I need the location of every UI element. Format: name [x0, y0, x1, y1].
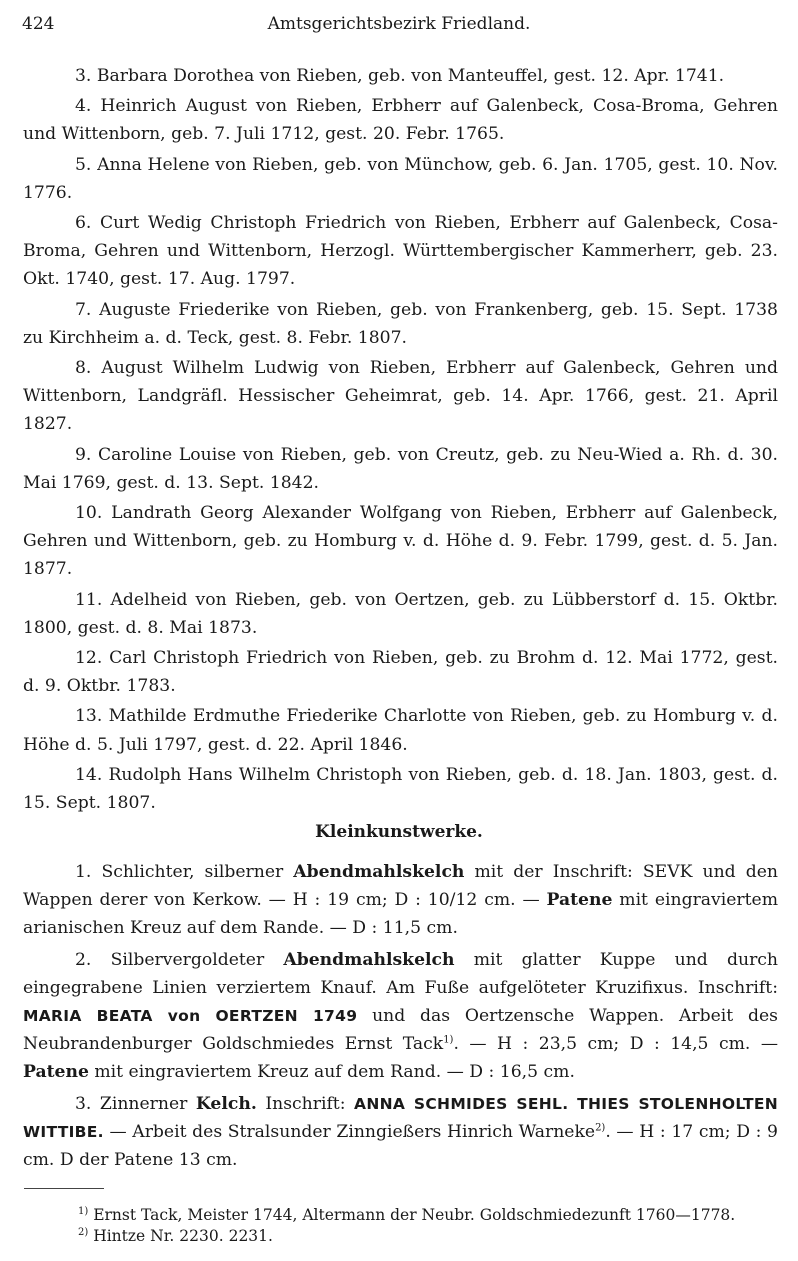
- artwork-list: [23, 858, 778, 1177]
- artwork-text: . — H : 23,5 cm; D : 14,5 cm. —: [453, 1034, 779, 1055]
- object-name: Abendmahlskelch: [293, 862, 465, 882]
- footnote-text: Ernst Tack, Meister 1744, Altermann der Neubr. Goldschmiedezunft 1760—1778.: [93, 1206, 736, 1224]
- footnotes: [78, 1205, 778, 1247]
- genealogy-entry: 11. Adelheid von Rieben, geb. von Oertzen, geb. zu Lübberstorf d. 15. Oktbr. 1800, gest. d. 8. Mai 1873.: [23, 589, 778, 638]
- artwork-text: 1. Schlichter, silberner: [75, 862, 294, 882]
- artwork-text: 2. Silbervergoldeter: [75, 949, 284, 970]
- artwork-text: mit eingraviertem Kreuz auf dem Rand. — D : 16,5 cm.: [88, 1062, 575, 1083]
- inscription-text: MARIA BEATA von OERTZEN 1749: [23, 1007, 358, 1026]
- artwork-entry: [23, 858, 778, 943]
- genealogy-entry: 5. Anna Helene von Rieben, geb. von Münchow, geb. 6. Jan. 1705, gest. 10. Nov. 1776.: [23, 154, 778, 203]
- genealogy-entry: 14. Rudolph Hans Wilhelm Christoph von Rieben, geb. d. 18. Jan. 1803, gest. d. 15. Sept. 1807.: [23, 764, 778, 814]
- genealogy-entry: 7. Auguste Friederike von Rieben, geb. von Frankenberg, geb. 15. Sept. 1738 zu Kirchheim a. d. Teck, gest. 8. Febr. 1807.: [23, 299, 778, 348]
- footnote-ref: 2): [595, 1122, 606, 1134]
- artwork-text: mit glatter Kuppe und durch eingegrabene Linien verziertem Knauf. Am Fuße aufgelöteter Kruzifixus. Inschrift:: [23, 949, 778, 998]
- genealogy-list: [23, 62, 778, 819]
- genealogy-entry: 12. Carl Christoph Friedrich von Rieben, geb. zu Brohm d. 12. Mai 1772, gest. d. 9. Oktbr. 1783.: [23, 648, 778, 697]
- artwork-entry: [23, 1090, 778, 1175]
- artwork-text: — Arbeit des Stralsunder Zinngießers Hinrich Warneke: [103, 1121, 596, 1142]
- footnote-ref: 1): [443, 1034, 454, 1046]
- genealogy-entry: 6. Curt Wedig Christoph Friedrich von Rieben, Erbherr auf Galenbeck, Cosa-Broma, Gehren und Wittenborn, Herzogl. Württembergischer Kammerherr, geb. 23. Okt. 1740, gest. 17. Aug. 1797.: [23, 213, 778, 290]
- object-name: Abendmahlskelch: [283, 949, 455, 970]
- page-number: 424: [22, 14, 55, 34]
- running-title: Amtsgerichtsbezirk Friedland.: [267, 14, 531, 34]
- artwork-text: . — H : 17 cm; D : 9 cm. D der Patene 13 cm.: [23, 1121, 778, 1171]
- object-name: Patene: [23, 1062, 89, 1083]
- artwork-text: mit der Inschrift: SEVK und den Wappen derer von Kerkow. — H : 19 cm; D : 10/12 cm. —: [23, 862, 778, 911]
- section-title: Kleinkunstwerke.: [315, 822, 483, 842]
- inscription-text: ANNA SCHMIDES SEHL. THIES STOLENHOLTEN WITTIBE.: [23, 1094, 778, 1141]
- genealogy-entry: 10. Landrath Georg Alexander Wolfgang von Rieben, Erbherr auf Galenbeck, Gehren und Wittenborn, geb. zu Homburg v. d. Höhe d. 9. Febr. 1799, gest. d. 5. Jan. 1877.: [23, 503, 778, 580]
- artwork-text: mit eingraviertem arianischen Kreuz auf dem Rande. — D : 11,5 cm.: [23, 890, 779, 939]
- genealogy-entry: 13. Mathilde Erdmuthe Friederike Charlotte von Rieben, geb. zu Homburg v. d. Höhe d. 5. Juli 1797, gest. d. 22. April 1846.: [23, 706, 778, 755]
- footnote: [78, 1226, 778, 1247]
- artwork-text: Inschrift:: [256, 1093, 355, 1114]
- object-name: Kelch.: [195, 1093, 257, 1114]
- artwork-text: und das Oertzensche Wappen. Arbeit des Neubrandenburger Goldschmiedes Ernst Tack: [23, 1006, 778, 1055]
- footnote-divider: [24, 1188, 104, 1189]
- footnote: [78, 1205, 778, 1226]
- footnote-mark: 2): [78, 1226, 89, 1238]
- genealogy-entry: 3. Barbara Dorothea von Rieben, geb. von Manteuffel, gest. 12. Apr. 1741.: [75, 66, 725, 86]
- footnote-text: Hintze Nr. 2230. 2231.: [93, 1227, 273, 1245]
- artwork-entry: [23, 946, 778, 1087]
- genealogy-entry: 4. Heinrich August von Rieben, Erbherr auf Galenbeck, Cosa-Broma, Gehren und Wittenborn, geb. 7. Juli 1712, gest. 20. Febr. 1765.: [23, 96, 778, 145]
- page-header: [22, 14, 776, 38]
- object-name: Patene: [546, 890, 613, 911]
- genealogy-entry: 8. August Wilhelm Ludwig von Rieben, Erbherr auf Galenbeck, Gehren und Wittenborn, Landgräfl. Hessischer Geheimrat, geb. 14. Apr. 1766, gest. 21. April 1827.: [23, 358, 778, 435]
- footnote-mark: 1): [78, 1205, 89, 1217]
- genealogy-entry: 9. Caroline Louise von Rieben, geb. von Creutz, geb. zu Neu-Wied a. Rh. d. 30. Mai 1769, gest. d. 13. Sept. 1842.: [23, 444, 778, 493]
- artwork-text: 3. Zinnerner: [75, 1093, 196, 1114]
